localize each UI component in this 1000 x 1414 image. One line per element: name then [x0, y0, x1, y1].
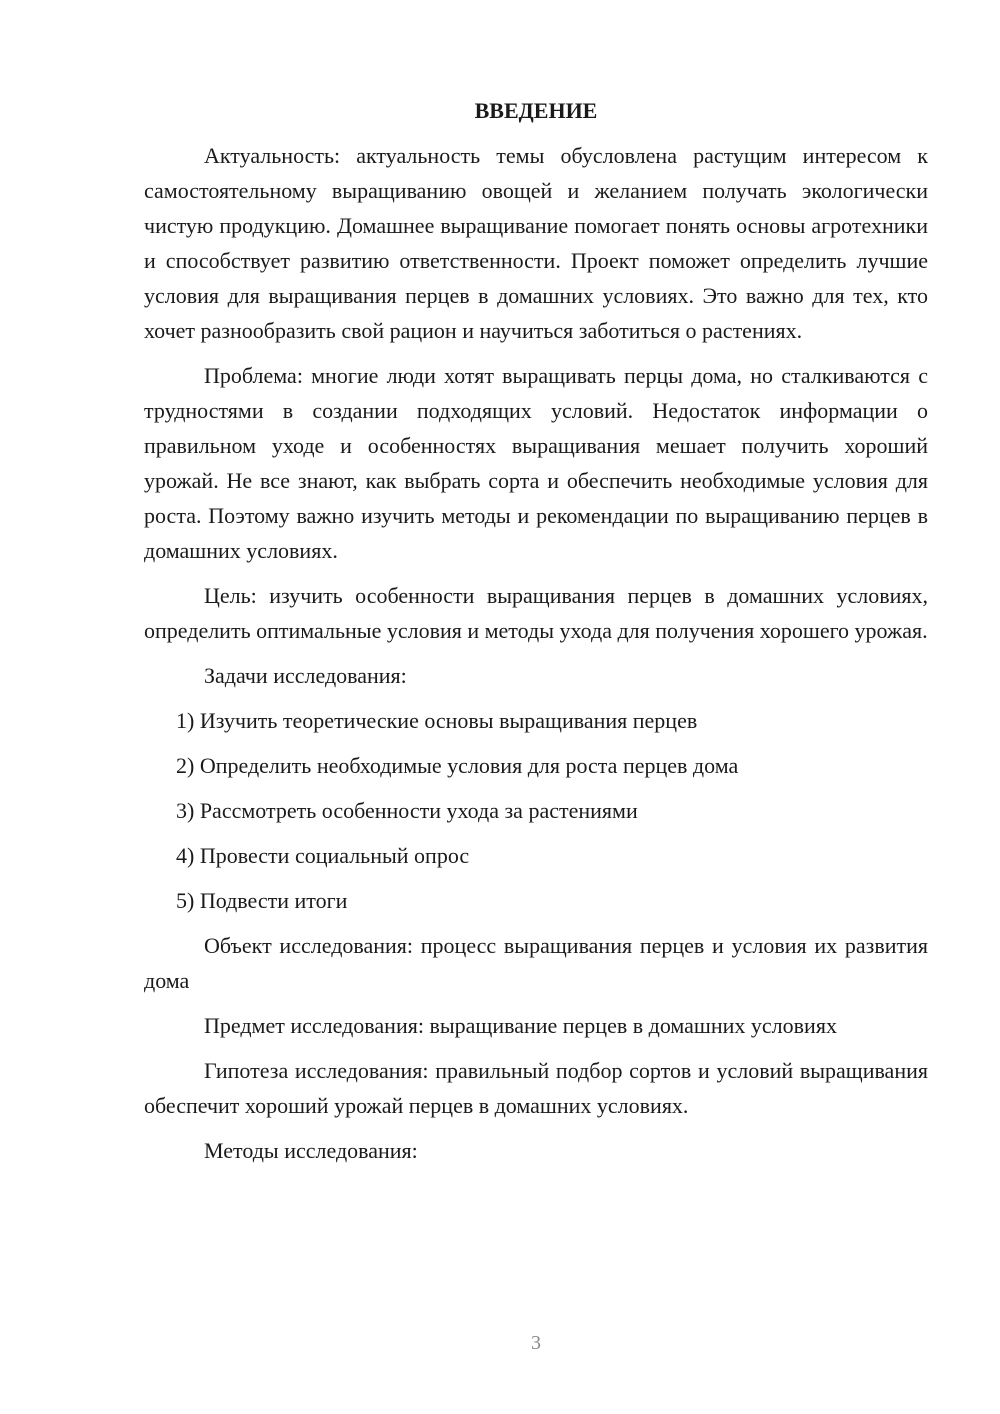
hypothesis-paragraph: Гипотеза исследования: правильный подбор сортов и условий выращивания обеспечит хороший урожай перцев в домашних условиях. [144, 1058, 928, 1118]
page-content [144, 94, 928, 1178]
section-title: ВВЕДЕНИЕ [474, 98, 598, 123]
list-item: 4) Провести социальный опрос [176, 843, 470, 868]
task-list [144, 703, 928, 918]
methods-heading: Методы исследования: [204, 1138, 418, 1163]
relevance-paragraph: Актуальность: актуальность темы обусловлена растущим интересом к самостоятельному выращиванию овощей и желанием получать экологически чистую продукцию. Домашнее выращивание помогает понять основы агротехники и способствует развитию ответственности. Проект поможет определить лучшие условия для выращивания перцев в домашних условиях. Это важно для тех, кто хочет разнообразить свой рацион и научиться заботиться о растениях. [144, 143, 928, 343]
object-paragraph: Объект исследования: процесс выращивания перцев и условия их развития дома [144, 933, 928, 993]
list-item: 5) Подвести итоги [176, 888, 348, 913]
goal-paragraph: Цель: изучить особенности выращивания перцев в домашних условиях, определить оптимальные условия и методы ухода для получения хорошего урожая. [144, 583, 928, 643]
list-item: 1) Изучить теоретические основы выращивания перцев [176, 708, 698, 733]
list-item: 3) Рассмотреть особенности ухода за растениями [176, 798, 638, 823]
page-number: 3 [531, 1332, 541, 1354]
list-item: 2) Определить необходимые условия для роста перцев дома [176, 753, 739, 778]
subject-paragraph: Предмет исследования: выращивание перцев в домашних условиях [204, 1013, 837, 1038]
tasks-heading: Задачи исследования: [204, 663, 407, 688]
problem-paragraph: Проблема: многие люди хотят выращивать перцы дома, но сталкиваются с трудностями в создании подходящих условий. Недостаток информации о правильном уходе и особенностях выращивания мешает получить хороший урожай. Не все знают, как выбрать сорта и обеспечить необходимые условия для роста. Поэтому важно изучить методы и рекомендации по выращиванию перцев в домашних условиях. [144, 363, 928, 563]
